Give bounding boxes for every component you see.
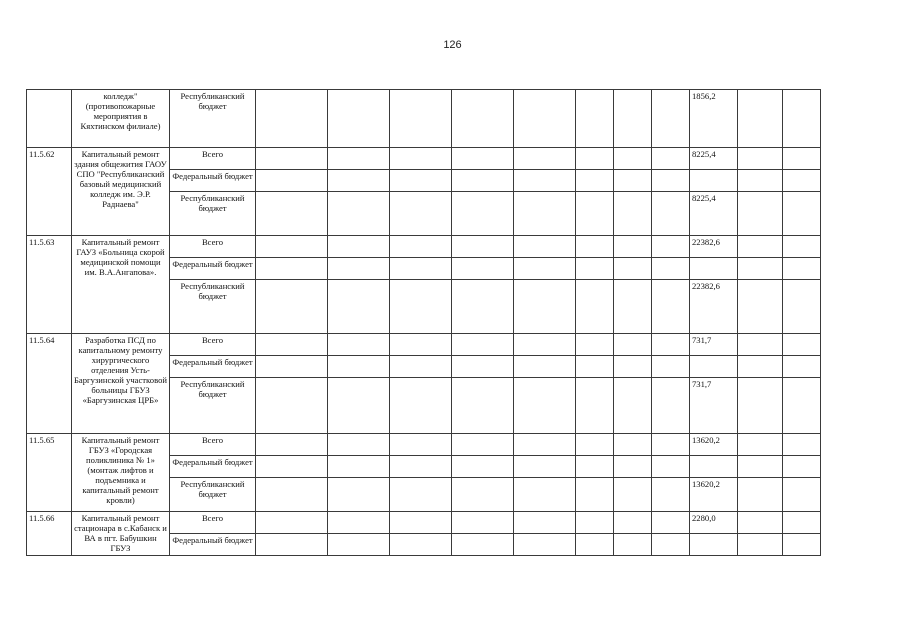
item-number: 11.5.63 [27,236,72,334]
empty-cell [652,378,690,434]
amount-value: 8225,4 [690,148,738,170]
empty-cell [452,534,514,556]
empty-cell [652,148,690,170]
empty-cell [614,378,652,434]
empty-cell [390,236,452,258]
empty-cell [514,434,576,456]
empty-cell [256,478,328,512]
empty-cell [514,456,576,478]
empty-cell [390,148,452,170]
empty-cell [783,512,821,534]
item-name: колледж" (противопожарные мероприятия в Кяхтинском филиале) [72,90,170,148]
item-number: 11.5.66 [27,512,72,556]
empty-cell [390,280,452,334]
empty-cell [256,280,328,334]
empty-cell [738,170,783,192]
empty-cell [390,456,452,478]
empty-cell [783,534,821,556]
empty-cell [390,478,452,512]
funding-source: Республиканский бюджет [170,478,256,512]
empty-cell [328,334,390,356]
empty-cell [452,356,514,378]
empty-cell [576,236,614,258]
empty-cell [256,90,328,148]
empty-cell [328,378,390,434]
empty-cell [256,512,328,534]
empty-cell [576,258,614,280]
empty-cell [514,478,576,512]
empty-cell [514,258,576,280]
empty-cell [328,534,390,556]
funding-source: Всего [170,148,256,170]
empty-cell [652,192,690,236]
amount-value: 13620,2 [690,478,738,512]
empty-cell [328,512,390,534]
empty-cell [514,192,576,236]
empty-cell [783,192,821,236]
empty-cell [614,534,652,556]
empty-cell [783,456,821,478]
empty-cell [576,356,614,378]
empty-cell [452,148,514,170]
item-number [27,90,72,148]
empty-cell [614,478,652,512]
table-row [27,334,821,356]
empty-cell [256,236,328,258]
empty-cell [783,434,821,456]
empty-cell [390,90,452,148]
empty-cell [390,534,452,556]
amount-value: 22382,6 [690,280,738,334]
empty-cell [256,334,328,356]
funding-source: Федеральный бюджет [170,170,256,192]
empty-cell [738,280,783,334]
empty-cell [390,192,452,236]
amount-value: 2280,0 [690,512,738,534]
empty-cell [514,280,576,334]
empty-cell [328,356,390,378]
empty-cell [652,90,690,148]
empty-cell [328,434,390,456]
empty-cell [328,456,390,478]
empty-cell [738,534,783,556]
funding-source: Республиканский бюджет [170,280,256,334]
empty-cell [614,280,652,334]
item-name: Капитальный ремонт ГБУЗ «Городская поликлиника № 1» (монтаж лифтов и подъемника и капитальный ремонт кровли) [72,434,170,512]
empty-cell [256,192,328,236]
amount-value: 1856,2 [690,90,738,148]
empty-cell [738,356,783,378]
empty-cell [256,170,328,192]
empty-cell [783,356,821,378]
empty-cell [390,378,452,434]
empty-cell [576,534,614,556]
empty-cell [576,334,614,356]
empty-cell [738,90,783,148]
empty-cell [390,170,452,192]
empty-cell [452,478,514,512]
empty-cell [738,512,783,534]
empty-cell [514,170,576,192]
empty-cell [452,90,514,148]
empty-cell [452,334,514,356]
empty-cell [328,170,390,192]
empty-cell [738,258,783,280]
funding-source: Всего [170,236,256,258]
empty-cell [452,192,514,236]
empty-cell [576,434,614,456]
empty-cell [652,258,690,280]
empty-cell [328,236,390,258]
item-number: 11.5.65 [27,434,72,512]
empty-cell [783,236,821,258]
empty-cell [652,356,690,378]
amount-value: 8225,4 [690,192,738,236]
table-row [27,236,821,258]
item-name: Капитальный ремонт стационара в с.Кабанск и ВА в пгт. Бабушкин ГБУЗ [72,512,170,556]
amount-value: 731,7 [690,334,738,356]
empty-cell [328,280,390,334]
empty-cell [652,512,690,534]
empty-cell [452,512,514,534]
empty-cell [614,456,652,478]
empty-cell [256,434,328,456]
amount-value [690,170,738,192]
empty-cell [514,148,576,170]
empty-cell [614,258,652,280]
table-row [27,90,821,148]
table-row [27,434,821,456]
empty-cell [614,334,652,356]
empty-cell [452,258,514,280]
amount-value: 22382,6 [690,236,738,258]
empty-cell [652,456,690,478]
empty-cell [738,456,783,478]
empty-cell [514,534,576,556]
amount-value [690,456,738,478]
empty-cell [738,236,783,258]
amount-value [690,534,738,556]
page-number: 126 [443,39,462,51]
empty-cell [652,534,690,556]
funding-source: Федеральный бюджет [170,534,256,556]
empty-cell [514,334,576,356]
empty-cell [390,512,452,534]
empty-cell [738,148,783,170]
funding-source: Республиканский бюджет [170,378,256,434]
empty-cell [738,478,783,512]
empty-cell [614,356,652,378]
empty-cell [576,478,614,512]
empty-cell [783,378,821,434]
empty-cell [783,90,821,148]
empty-cell [328,148,390,170]
budget-table [26,89,821,556]
funding-source: Всего [170,434,256,456]
empty-cell [576,90,614,148]
empty-cell [738,334,783,356]
empty-cell [390,434,452,456]
item-name: Капитальный ремонт здания общежития ГАОУ СПО "Республиканский базовый медицинский колледж им. Э.Р. Раднаева" [72,148,170,236]
empty-cell [783,258,821,280]
funding-source: Федеральный бюджет [170,456,256,478]
empty-cell [328,192,390,236]
item-number: 11.5.64 [27,334,72,434]
empty-cell [576,148,614,170]
empty-cell [783,280,821,334]
empty-cell [514,236,576,258]
empty-cell [576,170,614,192]
funding-source: Всего [170,334,256,356]
empty-cell [514,512,576,534]
empty-cell [256,378,328,434]
empty-cell [652,334,690,356]
empty-cell [452,434,514,456]
empty-cell [576,512,614,534]
empty-cell [576,378,614,434]
empty-cell [738,434,783,456]
empty-cell [614,512,652,534]
empty-cell [576,456,614,478]
empty-cell [452,236,514,258]
funding-source: Всего [170,512,256,534]
empty-cell [783,170,821,192]
empty-cell [614,236,652,258]
table-row [27,512,821,534]
item-number: 11.5.62 [27,148,72,236]
empty-cell [614,148,652,170]
empty-cell [614,90,652,148]
empty-cell [652,434,690,456]
empty-cell [328,90,390,148]
empty-cell [390,258,452,280]
empty-cell [652,280,690,334]
amount-value: 731,7 [690,378,738,434]
empty-cell [783,334,821,356]
empty-cell [452,170,514,192]
empty-cell [652,170,690,192]
item-name: Разработка ПСД по капитальному ремонту хирургического отделения Усть-Баргузинской участковой больницы ГБУЗ «Баргузинская ЦРБ» [72,334,170,434]
table-row [27,148,821,170]
table-body [27,90,821,556]
empty-cell [452,280,514,334]
amount-value [690,258,738,280]
empty-cell [390,334,452,356]
amount-value [690,356,738,378]
funding-source: Федеральный бюджет [170,356,256,378]
empty-cell [514,356,576,378]
empty-cell [614,434,652,456]
empty-cell [783,478,821,512]
empty-cell [256,148,328,170]
empty-cell [256,456,328,478]
funding-source: Республиканский бюджет [170,192,256,236]
empty-cell [652,478,690,512]
empty-cell [452,378,514,434]
empty-cell [652,236,690,258]
empty-cell [328,258,390,280]
empty-cell [614,192,652,236]
empty-cell [514,90,576,148]
empty-cell [576,280,614,334]
empty-cell [514,378,576,434]
empty-cell [738,192,783,236]
empty-cell [256,356,328,378]
empty-cell [576,192,614,236]
amount-value: 13620,2 [690,434,738,456]
empty-cell [328,478,390,512]
empty-cell [738,378,783,434]
empty-cell [614,170,652,192]
empty-cell [452,456,514,478]
funding-source: Республиканский бюджет [170,90,256,148]
empty-cell [256,534,328,556]
empty-cell [390,356,452,378]
empty-cell [783,148,821,170]
funding-source: Федеральный бюджет [170,258,256,280]
empty-cell [256,258,328,280]
item-name: Капитальный ремонт ГАУЗ «Больница скорой медицинской помощи им. В.А.Ангапова». [72,236,170,334]
